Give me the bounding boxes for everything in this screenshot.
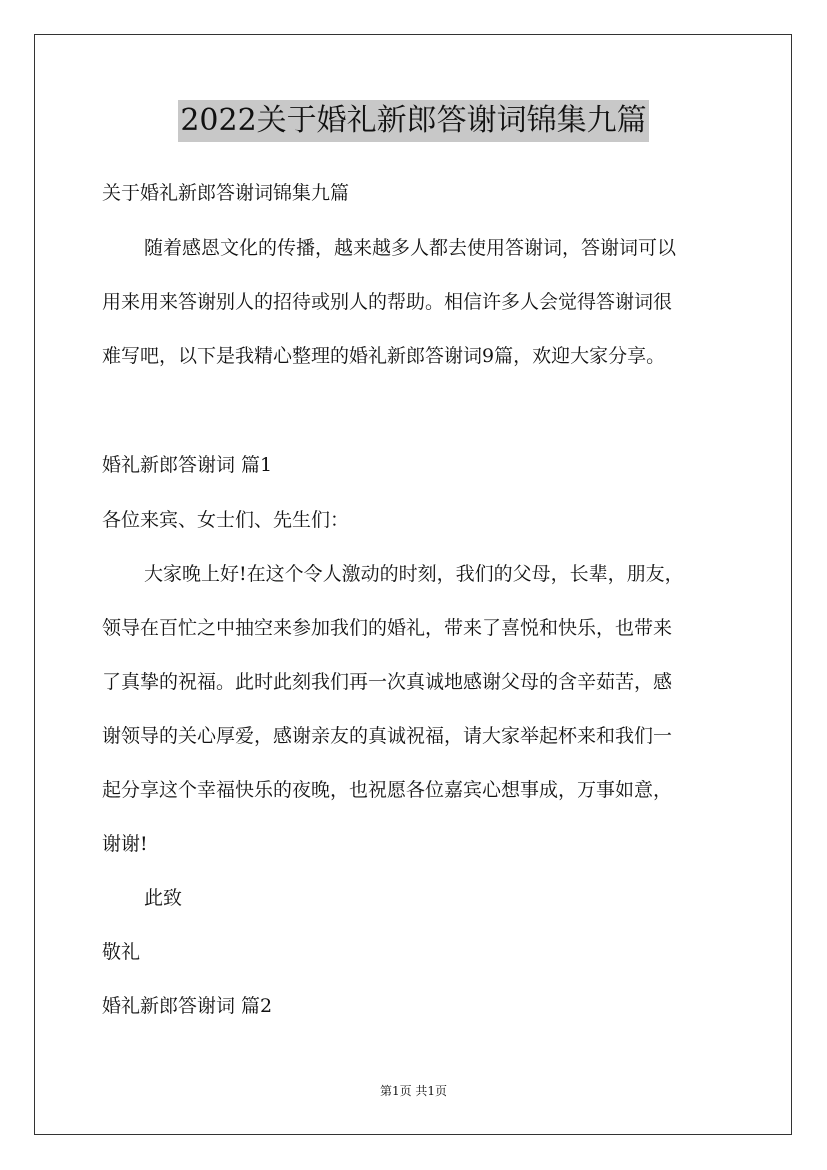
document-subtitle: 关于婚礼新郎答谢词锦集九篇 (102, 182, 350, 204)
intro-line-1: 随着感恩文化的传播，越来越多人都去使用答谢词，答谢词可以 (144, 237, 677, 259)
section-heading-2: 婚礼新郎答谢词 篇2 (102, 995, 273, 1017)
body-line-1: 大家晚上好!在这个令人激动的时刻，我们的父母，长辈，朋友， (144, 563, 684, 585)
body-line-4: 谢领导的关心厚爱，感谢亲友的真诚祝福，请大家举起杯来和我们一 (102, 725, 673, 747)
intro-line-2: 用来用来答谢别人的招待或别人的帮助。相信许多人会觉得答谢词很 (102, 291, 673, 313)
section-heading-1: 婚礼新郎答谢词 篇1 (102, 454, 273, 476)
page-footer: 第1页 共1页 (379, 1084, 448, 1098)
title-container (0, 100, 827, 142)
body-line-3: 了真挚的祝福。此时此刻我们再一次真诚地感谢父母的含辛茹苦，感 (102, 671, 673, 693)
document-title: 2022关于婚礼新郎答谢词锦集九篇 (178, 100, 648, 142)
salutation: 各位来宾、女士们、先生们： (102, 509, 350, 531)
closing-line-2: 敬礼 (102, 941, 141, 963)
body-line-2: 领导在百忙之中抽空来参加我们的婚礼，带来了喜悦和快乐，也带来 (102, 617, 673, 639)
intro-line-3: 难写吧，以下是我精心整理的婚礼新郎答谢词9篇，欢迎大家分享。 (102, 345, 666, 367)
body-line-6: 谢谢! (102, 833, 148, 855)
body-line-5: 起分享这个幸福快乐的夜晚，也祝愿各位嘉宾心想事成，万事如意， (102, 779, 673, 801)
closing-line-1: 此致 (144, 887, 183, 909)
